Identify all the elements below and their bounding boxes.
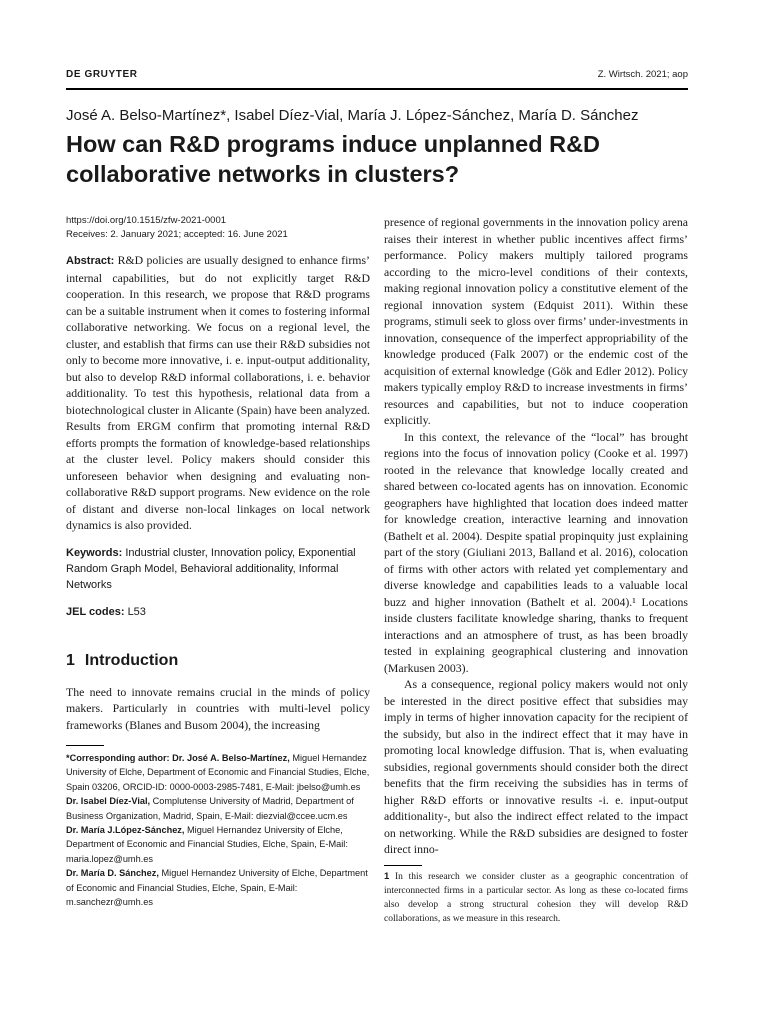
jel-label: JEL codes: [66,605,125,618]
left-column [66,214,370,909]
body-paragraph-3: As a consequence, regional policy makers would not only be interested in the direct positive effect that subsidies may imply in terms of higher innovation capacity for the recipient of the subsidy, but also in the indirect effect that it may have in promoting local knowledge diffusion. That is, when evaluating subsidies, regional governments should consider both the direct benefits that the firm receiving the subsidies has in terms of higher R&D efforts or innovative results -i. e. input-output additionality-, but also the indirect effect related to the impact on networking. While the R&D subsidies are designed to foster direct inno- [384,677,688,856]
affiliation-detail: Miguel Hernandez University of Elche, Department of Economic and Financial Studies, Elche, Spain, E-Mail: maria.lopez@umh.es [66,825,348,864]
affiliation-1 [66,751,370,794]
affiliation-name: Dr. Isabel Díez-Vial, [66,796,151,807]
article-title: How can R&D programs induce unplanned R&D collaborative networks in clusters? [66,131,601,187]
keywords [66,545,370,593]
jel-text: L53 [127,605,146,618]
section-title: Introduction [84,651,179,669]
footnote-divider [384,865,422,866]
body-paragraph-2: In this context, the relevance of the “local” has brought regions into the focus of innovation policy (Cooke et al. 1997) rooted in the relevance that knowledge locally created and shared between co-located agents has on innovation. Economic geographers have highlighted that location does indeed matter for knowledge creation, interactive learning and innovation (Bathelt et al. 2004). Despite spatial propinquity just explaining part of the story (Giuliani 2013, Balland et al. 2016), colocation of firms with other actors with related yet complementary and diverse knowledge and capabilities leads to a valuable local buzz and higher innovation (Bathelt et al. 2004).¹ Locations inside clusters facilitate knowledge sharing, thanks to frequent interactions and an atmosphere of trust, as has been broadly tested in explaining geographical clustering and innovation (Markusen 2003). [384,429,688,675]
affiliation-4 [66,866,370,909]
right-column [384,214,688,926]
section-heading [66,652,370,670]
abstract-text: R&D policies are usually designed to enhance firms’ internal capabilities, but do not explicitly target R&D cooperation. In this research, we propose that R&D programs can be a suitable instrument when it comes to fostering informal collaborative networking. We focus on a regional level, the cluster, and establish that firms can use their R&D subsidies not only to become more innovative, i. e. input-output additionality, but also to develop R&D informal collaborations, i. e. behavior additionality. To test this hypothesis, relational data from a biotechnological cluster in Alicante (Spain) have been analyzed. Results from ERGM confirm that promoting internal R&D efforts prompts the formation of knowledge-based relationships at the cluster level. Policy makers should consider this unforeseen behavior when designing and evaluating non-collaborative R&D support programs. New evidence on the role of distant and diverse non-local linkages on local network dynamics is also provided. [66,253,370,532]
keywords-text: Industrial cluster, Innovation policy, Exponential Random Graph Model, Behavioral additionality, Informal Networks [66,546,356,591]
affiliation-name: *Corresponding author: Dr. José A. Belso-Martínez, [66,753,290,763]
footnote [384,865,688,927]
affiliation-3 [66,823,370,866]
intro-paragraph: The need to innovate remains crucial in the minds of policy makers. Particularly in countries with multi-level policy frameworks (Blanes and Busom 2004), the increasing [66,684,370,732]
affiliations [66,751,370,909]
affiliation-detail: Complutense University of Madrid, Department of Business Organization, Madrid, Spain, E-Mail: diezvial@ccee.ucm.es [66,796,354,821]
affiliation-2 [66,794,370,823]
affiliation-detail: Miguel Hernandez University of Elche, Department of Economic and Financial Studies, Elche, Spain, E-Mail: m.sanchezr@umh.es [66,868,368,908]
page-header [66,68,688,90]
affiliation-detail: Miguel Hernandez University of Elche, Department of Economic and Financial Studies, Elche, Spain 03206, ORCID-ID: 0000-0003-2985-7481, E-Mail: jbelso@umh.es [66,753,370,792]
footnote-number: 1 [384,870,390,882]
footnote-text [384,870,688,927]
keywords-label: Keywords: [66,546,123,559]
journal-citation: Z. Wirtsch. 2021; aop [597,69,688,80]
affiliation-name: Dr. María D. Sánchez, [66,868,159,879]
jel-codes [66,604,370,620]
section-number: 1 [66,651,75,669]
affiliation-name: Dr. María J.López-Sánchez, [66,825,185,836]
body-paragraph-1: presence of regional governments in the innovation policy arena raises their interest in whether public incentives affect firms’ performance. Policy makers multiply tailored programs according to the micro-level conditions of their contexts, making regional innovation policy a constitutive element of the regional innovation system (Edquist 2011). Within these programs, stimuli seek to gloss over firms’ under-investments in innovation, consequence of the imperfect appropriability of the knowledge produced (Falk 2007) or the endemic cost of the acquisition of external knowledge (Gök and Edler 2012). Policy makers typically employ R&D to increase investments in firms’ resources and capabilities, but not to induce cooperation explicitly. [384,215,688,427]
publisher-name: DE GRUYTER [66,69,138,80]
author-list: José A. Belso-Martínez*, Isabel Díez-Vial, María J. López-Sánchez, María D. Sánchez [66,107,639,124]
abstract-label: Abstract: [66,255,115,267]
doi-link[interactable]: https://doi.org/10.1515/zfw-2021-0001 [66,215,227,226]
abstract [66,252,370,534]
footnote-body: In this research we consider cluster as a geographic concentration of interconnected firms in a particular sector. As long as these co-located firms also develop a strong structural cohesion they will develop R&D collaborations, as we measure in this research. [384,871,688,925]
affiliation-divider [66,745,104,746]
received-dates: Receives: 2. January 2021; accepted: 16. June 2021 [66,228,288,240]
